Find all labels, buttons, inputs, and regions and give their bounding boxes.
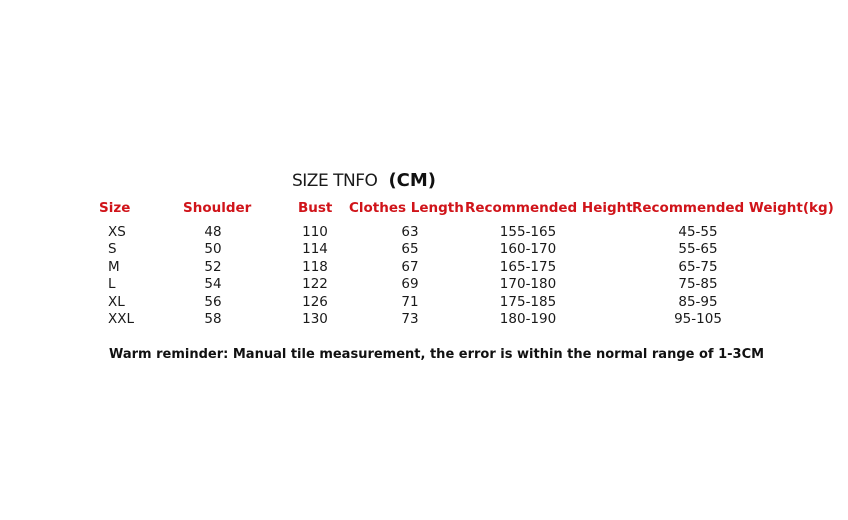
cell-height: 165-175 xyxy=(499,259,557,275)
cell-size: XL xyxy=(108,294,125,310)
cell-size: XS xyxy=(108,224,126,240)
cell-shoulder: 52 xyxy=(204,259,222,275)
cell-length: 67 xyxy=(401,259,419,275)
cell-size: XXL xyxy=(108,311,135,327)
cell-height: 170-180 xyxy=(499,276,557,292)
cell-bust: 122 xyxy=(302,276,328,292)
cell-weight: 55-65 xyxy=(678,241,718,257)
cell-shoulder: 56 xyxy=(204,294,222,310)
cell-weight: 85-95 xyxy=(678,294,718,310)
cell-shoulder: 58 xyxy=(204,311,222,327)
cell-length: 71 xyxy=(401,294,419,310)
cell-weight: 95-105 xyxy=(674,311,722,327)
cell-weight: 65-75 xyxy=(678,259,718,275)
cell-shoulder: 54 xyxy=(204,276,222,292)
measurement-note: Warm reminder: Manual tile measurement, the error is within the normal range of 1-3CM xyxy=(109,347,765,362)
header-size: Size xyxy=(99,200,131,216)
cell-weight: 45-55 xyxy=(678,224,718,240)
header-bust: Bust xyxy=(298,200,333,216)
cell-size: S xyxy=(108,241,117,257)
header-clothes-length: Clothes Length xyxy=(349,200,464,216)
cell-shoulder: 50 xyxy=(204,241,222,257)
cell-bust: 126 xyxy=(302,294,328,310)
cell-height: 155-165 xyxy=(499,224,557,240)
header-recommended-height: Recommended Height xyxy=(465,200,633,216)
cell-weight: 75-85 xyxy=(678,276,718,292)
cell-height: 160-170 xyxy=(499,241,557,257)
cell-bust: 110 xyxy=(302,224,328,240)
cell-bust: 114 xyxy=(302,241,328,257)
header-recommended-weight: Recommended Weight(kg) xyxy=(632,200,834,216)
cell-length: 73 xyxy=(401,311,419,327)
cell-size: L xyxy=(108,276,116,292)
cell-size: M xyxy=(108,259,120,275)
title-unit: (CM) xyxy=(388,170,437,191)
cell-height: 180-190 xyxy=(499,311,557,327)
title-main: SIZE TNFO xyxy=(292,171,378,191)
cell-bust: 118 xyxy=(302,259,328,275)
cell-shoulder: 48 xyxy=(204,224,222,240)
cell-length: 65 xyxy=(401,241,419,257)
cell-bust: 130 xyxy=(302,311,328,327)
cell-height: 175-185 xyxy=(499,294,557,310)
cell-length: 63 xyxy=(401,224,419,240)
header-shoulder: Shoulder xyxy=(183,200,252,216)
chart-title xyxy=(292,170,436,192)
cell-length: 69 xyxy=(401,276,419,292)
